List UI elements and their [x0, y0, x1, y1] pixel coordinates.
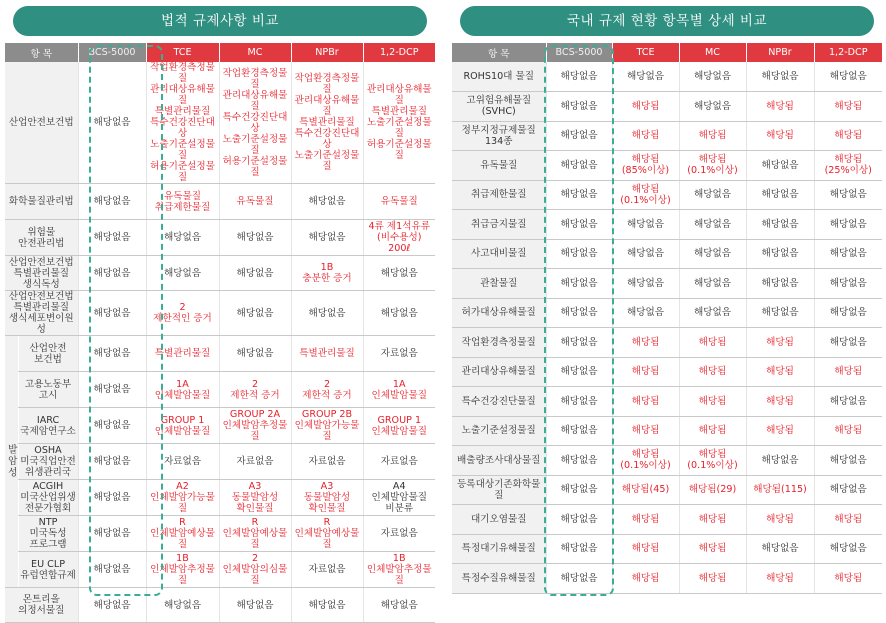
compound-value: 해당됨 — [679, 357, 746, 387]
row-label: 몬트리올 의정서물질 — [5, 588, 78, 623]
table-row — [5, 291, 435, 336]
row-label: 산업안전보건법 특별관리물질 생식세포변이원성 — [5, 291, 78, 336]
compound-value: 해당없음 — [746, 298, 814, 328]
table-row — [5, 552, 435, 588]
compound-value: 해당없음 — [219, 588, 291, 623]
compound-value: 작업환경측정물질 관리대상유해물질 특별관리물질 특수건강진단대상 노출기준설정물질 허용기준설정물질 — [146, 62, 219, 184]
compound-value: 해당됨 — [814, 121, 882, 151]
row-label: 취급제한물질 — [452, 180, 546, 210]
compound-value: R 인체발암예상물질 — [146, 516, 219, 552]
compound-value: 해당됨 — [746, 121, 814, 151]
compound-value: 해당됨 (0.1%이상) — [679, 446, 746, 476]
table-row — [452, 298, 882, 328]
header-compound: MC — [679, 43, 746, 62]
table-row — [452, 534, 882, 564]
header-compound: TCE — [612, 43, 679, 62]
compound-value: 해당없음 — [679, 180, 746, 210]
table-row — [452, 505, 882, 535]
row-label: 산업안전보건법 — [5, 62, 78, 184]
compound-value: A3 동물발암성 확인물질 — [219, 480, 291, 516]
bcs-value: 해당없음 — [546, 210, 612, 240]
compound-value: 자료없음 — [363, 444, 435, 480]
compound-value: 4류 제1석유류 (비수용성) 200ℓ — [363, 220, 435, 256]
compound-value: A3 동물발암성 확인물질 — [291, 480, 363, 516]
table-row — [5, 62, 435, 184]
bcs-value: 해당없음 — [546, 328, 612, 358]
row-label: 고위험유해물질(SVHC) — [452, 92, 546, 122]
bcs-value: 해당없음 — [546, 534, 612, 564]
compound-value: 해당됨 (25%이상) — [814, 151, 882, 181]
compound-value: 자료없음 — [291, 444, 363, 480]
compound-value: 해당됨 (0.1%이상) — [612, 180, 679, 210]
compound-value: 해당없음 — [146, 588, 219, 623]
table-row — [452, 121, 882, 151]
compound-value: 해당됨 (0.1%이상) — [612, 446, 679, 476]
compound-value: 해당없음 — [146, 220, 219, 256]
row-label: 특정대기유해물질 — [452, 534, 546, 564]
compound-value: 해당됨 — [679, 534, 746, 564]
compound-value: 해당됨 — [746, 328, 814, 358]
compound-value: 유독물질 — [219, 184, 291, 220]
row-label: 위험물 안전관리법 — [5, 220, 78, 256]
table-row — [452, 416, 882, 446]
compound-value: 해당없음 — [814, 269, 882, 299]
compound-value: 해당됨 — [814, 357, 882, 387]
compound-value: 해당됨 (0.1%이상) — [679, 151, 746, 181]
bcs-value: 해당없음 — [78, 184, 146, 220]
bcs-value: 해당없음 — [546, 269, 612, 299]
compound-value: 해당없음 — [679, 269, 746, 299]
compound-value: 해당됨(115) — [746, 475, 814, 505]
compound-value: 해당없음 — [746, 269, 814, 299]
compound-value: 해당없음 — [746, 239, 814, 269]
table-row — [5, 588, 435, 623]
compound-value: GROUP 1 인체발암물질 — [363, 408, 435, 444]
bcs-value: 해당없음 — [78, 256, 146, 291]
compound-value: 해당없음 — [291, 291, 363, 336]
bcs-value: 해당없음 — [546, 416, 612, 446]
compound-value: 해당됨 — [612, 328, 679, 358]
header-compound: 1,2-DCP — [814, 43, 882, 62]
row-label: 산업안전보건법 특별관리물질 생식독성 — [5, 256, 78, 291]
compound-value: 해당됨(29) — [679, 475, 746, 505]
bcs-value: 해당없음 — [546, 239, 612, 269]
compound-value: 해당없음 — [363, 256, 435, 291]
compound-value: 해당없음 — [746, 180, 814, 210]
row-label: EU CLP 유럽연합규제 — [18, 552, 78, 588]
compound-value: 해당됨 — [612, 121, 679, 151]
row-label: ROHS10대 물질 — [452, 62, 546, 92]
row-label: OSHA 미국직업안전 위생관리국 — [18, 444, 78, 480]
compound-value: 특별관리물질 — [146, 336, 219, 372]
compound-value: 해당없음 — [612, 269, 679, 299]
compound-value: 해당없음 — [363, 588, 435, 623]
compound-value: 해당없음 — [219, 256, 291, 291]
bcs-value: 해당없음 — [78, 291, 146, 336]
table-row — [452, 62, 882, 92]
row-label: 특수건강진단물질 — [452, 387, 546, 417]
compound-value: 해당없음 — [612, 298, 679, 328]
row-label: 사고대비물질 — [452, 239, 546, 269]
bcs-value: 해당없음 — [78, 336, 146, 372]
domestic-regulation-panel — [452, 6, 882, 584]
compound-value: A4 인체발암물질 비분류 — [363, 480, 435, 516]
compound-value: 해당없음 — [612, 210, 679, 240]
compound-value: 자료없음 — [146, 444, 219, 480]
compound-value: 해당없음 — [679, 210, 746, 240]
compound-value: 해당됨 — [612, 505, 679, 535]
table-row — [452, 357, 882, 387]
bcs-value: 해당없음 — [78, 220, 146, 256]
table-row — [452, 446, 882, 476]
compound-value: 해당없음 — [814, 298, 882, 328]
bcs-value: 해당없음 — [78, 408, 146, 444]
compound-value: 해당없음 — [814, 62, 882, 92]
compound-value: A2 인체발암가능물질 — [146, 480, 219, 516]
compound-value: 해당됨 — [814, 416, 882, 446]
compound-value: 해당됨 — [746, 505, 814, 535]
row-label: 작업환경측정물질 — [452, 328, 546, 358]
compound-value: 1A 인체발암물질 — [146, 372, 219, 408]
header-compound: NPBr — [746, 43, 814, 62]
compound-value: GROUP 1 인체발암물질 — [146, 408, 219, 444]
row-label: 유독물질 — [452, 151, 546, 181]
legal-regulation-table — [5, 43, 435, 623]
compound-value: 2 제한적 증거 — [291, 372, 363, 408]
compound-value: 해당없음 — [814, 387, 882, 417]
table-row — [5, 444, 435, 480]
compound-value: 해당됨 — [814, 505, 882, 535]
compound-value: 자료없음 — [291, 552, 363, 588]
compound-value: R 인체발암예상물질 — [291, 516, 363, 552]
compound-value: 해당없음 — [219, 336, 291, 372]
row-label: 노출기준설정물질 — [452, 416, 546, 446]
bcs-value: 해당없음 — [546, 180, 612, 210]
compound-value: 해당없음 — [612, 62, 679, 92]
row-label: 대기오염물질 — [452, 505, 546, 535]
table-row — [5, 220, 435, 256]
table-row — [452, 92, 882, 122]
table-row — [452, 475, 882, 505]
table-row — [5, 336, 435, 372]
compound-value: 1A 인체발암물질 — [363, 372, 435, 408]
compound-value: 해당없음 — [814, 210, 882, 240]
compound-value: 해당됨 — [612, 357, 679, 387]
compound-value: 해당됨 — [679, 387, 746, 417]
bcs-value: 해당없음 — [78, 588, 146, 623]
compound-value: 해당없음 — [219, 291, 291, 336]
table-row — [5, 480, 435, 516]
compound-value: 1B 인체발암추정물질 — [146, 552, 219, 588]
compound-value: 2 인체발암의심물질 — [219, 552, 291, 588]
compound-value: 2 제한적 증거 — [219, 372, 291, 408]
row-label: 고용노동부 고시 — [18, 372, 78, 408]
header-compound: 1,2-DCP — [363, 43, 435, 62]
table-row — [452, 180, 882, 210]
compound-value: 해당됨 — [746, 357, 814, 387]
bcs-value: 해당없음 — [546, 151, 612, 181]
header-compound: TCE — [146, 43, 219, 62]
compound-value: 해당됨 — [612, 534, 679, 564]
table-row — [5, 256, 435, 291]
compound-value: 해당없음 — [746, 62, 814, 92]
compound-value: 유독물질 취급제한물질 — [146, 184, 219, 220]
header-item: 항 목 — [452, 43, 546, 62]
table-row — [452, 564, 882, 594]
compound-value: 2 제한적인 증거 — [146, 291, 219, 336]
compound-value: 해당없음 — [746, 534, 814, 564]
compound-value: R 인체발암예상물질 — [219, 516, 291, 552]
compound-value: 해당없음 — [679, 239, 746, 269]
header-compound: NPBr — [291, 43, 363, 62]
panel-title: 법적 규제사항 비교 — [13, 6, 427, 36]
compound-value: 자료없음 — [363, 516, 435, 552]
table-row — [452, 151, 882, 181]
table-row — [5, 184, 435, 220]
table-row — [5, 408, 435, 444]
bcs-value: 해당없음 — [78, 444, 146, 480]
bcs-value: 해당없음 — [78, 372, 146, 408]
compound-value: 작업환경측정물질 관리대상유해물질 특수건강진단대상 노출기준설정물질 허용기준설정물질 — [219, 62, 291, 184]
compound-value: 해당없음 — [363, 291, 435, 336]
compound-value: 해당됨 — [746, 92, 814, 122]
compound-value: 유독물질 — [363, 184, 435, 220]
table-row — [452, 387, 882, 417]
compound-value: 해당없음 — [814, 446, 882, 476]
bcs-value: 해당없음 — [546, 62, 612, 92]
compound-value: 해당됨 — [746, 564, 814, 594]
compound-value: 해당됨 — [612, 387, 679, 417]
compound-value: 특별관리물질 — [291, 336, 363, 372]
bcs-value: 해당없음 — [546, 121, 612, 151]
compound-value: 1B 인체발암추정물질 — [363, 552, 435, 588]
row-label: 배출량조사대상물질 — [452, 446, 546, 476]
compound-value: 해당됨 — [679, 121, 746, 151]
table-row — [452, 239, 882, 269]
row-label: 정부지정규제물질134종 — [452, 121, 546, 151]
group-label-carcinogenicity: 발암성 — [5, 336, 18, 588]
compound-value: 해당없음 — [746, 446, 814, 476]
bcs-value: 해당없음 — [78, 516, 146, 552]
bcs-value: 해당없음 — [78, 552, 146, 588]
compound-value: 해당됨 — [746, 387, 814, 417]
compound-value: 해당없음 — [291, 220, 363, 256]
compound-value: GROUP 2A 인체발암추정물질 — [219, 408, 291, 444]
bcs-value: 해당없음 — [546, 387, 612, 417]
bcs-value: 해당없음 — [78, 62, 146, 184]
compound-value: 자료없음 — [219, 444, 291, 480]
compound-value: 해당됨 (85%이상) — [612, 151, 679, 181]
compound-value: 해당없음 — [679, 62, 746, 92]
bcs-value: 해당없음 — [546, 505, 612, 535]
bcs-value: 해당없음 — [78, 480, 146, 516]
bcs-value: 해당없음 — [546, 475, 612, 505]
compound-value: 해당없음 — [679, 92, 746, 122]
compound-value: 해당없음 — [612, 239, 679, 269]
header-item: 항 목 — [5, 43, 78, 62]
row-label: 허가대상유해물질 — [452, 298, 546, 328]
compound-value: 해당없음 — [746, 210, 814, 240]
compound-value: 관리대상유해물질 특별관리물질 노출기준설정물질 허용기준설정물질 — [363, 62, 435, 184]
compound-value: 해당없음 — [746, 151, 814, 181]
compound-value: 해당없음 — [679, 298, 746, 328]
row-label: NTP 미국독성 프로그램 — [18, 516, 78, 552]
compound-value: 해당됨 — [679, 505, 746, 535]
compound-value: 해당됨(45) — [612, 475, 679, 505]
row-label: 특정수질유해물질 — [452, 564, 546, 594]
legal-regulation-panel — [5, 6, 435, 616]
compound-value: 작업환경측정물질 관리대상유해물질 특별관리물질 특수건강진단대상 노출기준설정물질 — [291, 62, 363, 184]
bcs-value: 해당없음 — [546, 357, 612, 387]
table-row — [5, 516, 435, 552]
table-row — [452, 210, 882, 240]
compound-value: 해당됨 — [814, 92, 882, 122]
compound-value: 해당없음 — [146, 256, 219, 291]
table-row — [5, 372, 435, 408]
row-label: 관리대상유해물질 — [452, 357, 546, 387]
compound-value: 해당됨 — [612, 92, 679, 122]
bcs-value: 해당없음 — [546, 298, 612, 328]
header-bcs: BCS-5000 — [546, 43, 612, 62]
header-bcs: BCS-5000 — [78, 43, 146, 62]
row-label: 취급금지물질 — [452, 210, 546, 240]
compound-value: 해당없음 — [814, 534, 882, 564]
compound-value: 해당됨 — [814, 564, 882, 594]
row-label: 관찰물질 — [452, 269, 546, 299]
compound-value: 해당됨 — [679, 328, 746, 358]
bcs-value: 해당없음 — [546, 446, 612, 476]
row-label: 등록대상기존화학물질 — [452, 475, 546, 505]
compound-value: 자료없음 — [363, 336, 435, 372]
header-compound: MC — [219, 43, 291, 62]
compound-value: 해당없음 — [291, 184, 363, 220]
row-label: ACGIH 미국산업위생 전문가협회 — [18, 480, 78, 516]
row-label: 산업안전 보건법 — [18, 336, 78, 372]
compound-value: 해당없음 — [814, 475, 882, 505]
bcs-value: 해당없음 — [546, 564, 612, 594]
compound-value: 해당됨 — [679, 564, 746, 594]
table-row — [452, 269, 882, 299]
compound-value: 해당없음 — [814, 239, 882, 269]
compound-value: 해당됨 — [612, 416, 679, 446]
row-label: 화학물질관리법 — [5, 184, 78, 220]
domestic-regulation-table — [452, 43, 882, 594]
panel-title: 국내 규제 현황 항목별 상세 비교 — [460, 6, 874, 36]
compound-value: 해당없음 — [814, 180, 882, 210]
compound-value: 해당됨 — [746, 416, 814, 446]
row-label: IARC 국제암연구소 — [18, 408, 78, 444]
compound-value: 해당됨 — [612, 564, 679, 594]
compound-value: 해당없음 — [219, 220, 291, 256]
compound-value: 1B 충분한 증거 — [291, 256, 363, 291]
compound-value: 해당없음 — [814, 328, 882, 358]
compound-value: 해당없음 — [291, 588, 363, 623]
table-row — [452, 328, 882, 358]
compound-value: GROUP 2B 인체발암가능물질 — [291, 408, 363, 444]
compound-value: 해당됨 — [679, 416, 746, 446]
bcs-value: 해당없음 — [546, 92, 612, 122]
